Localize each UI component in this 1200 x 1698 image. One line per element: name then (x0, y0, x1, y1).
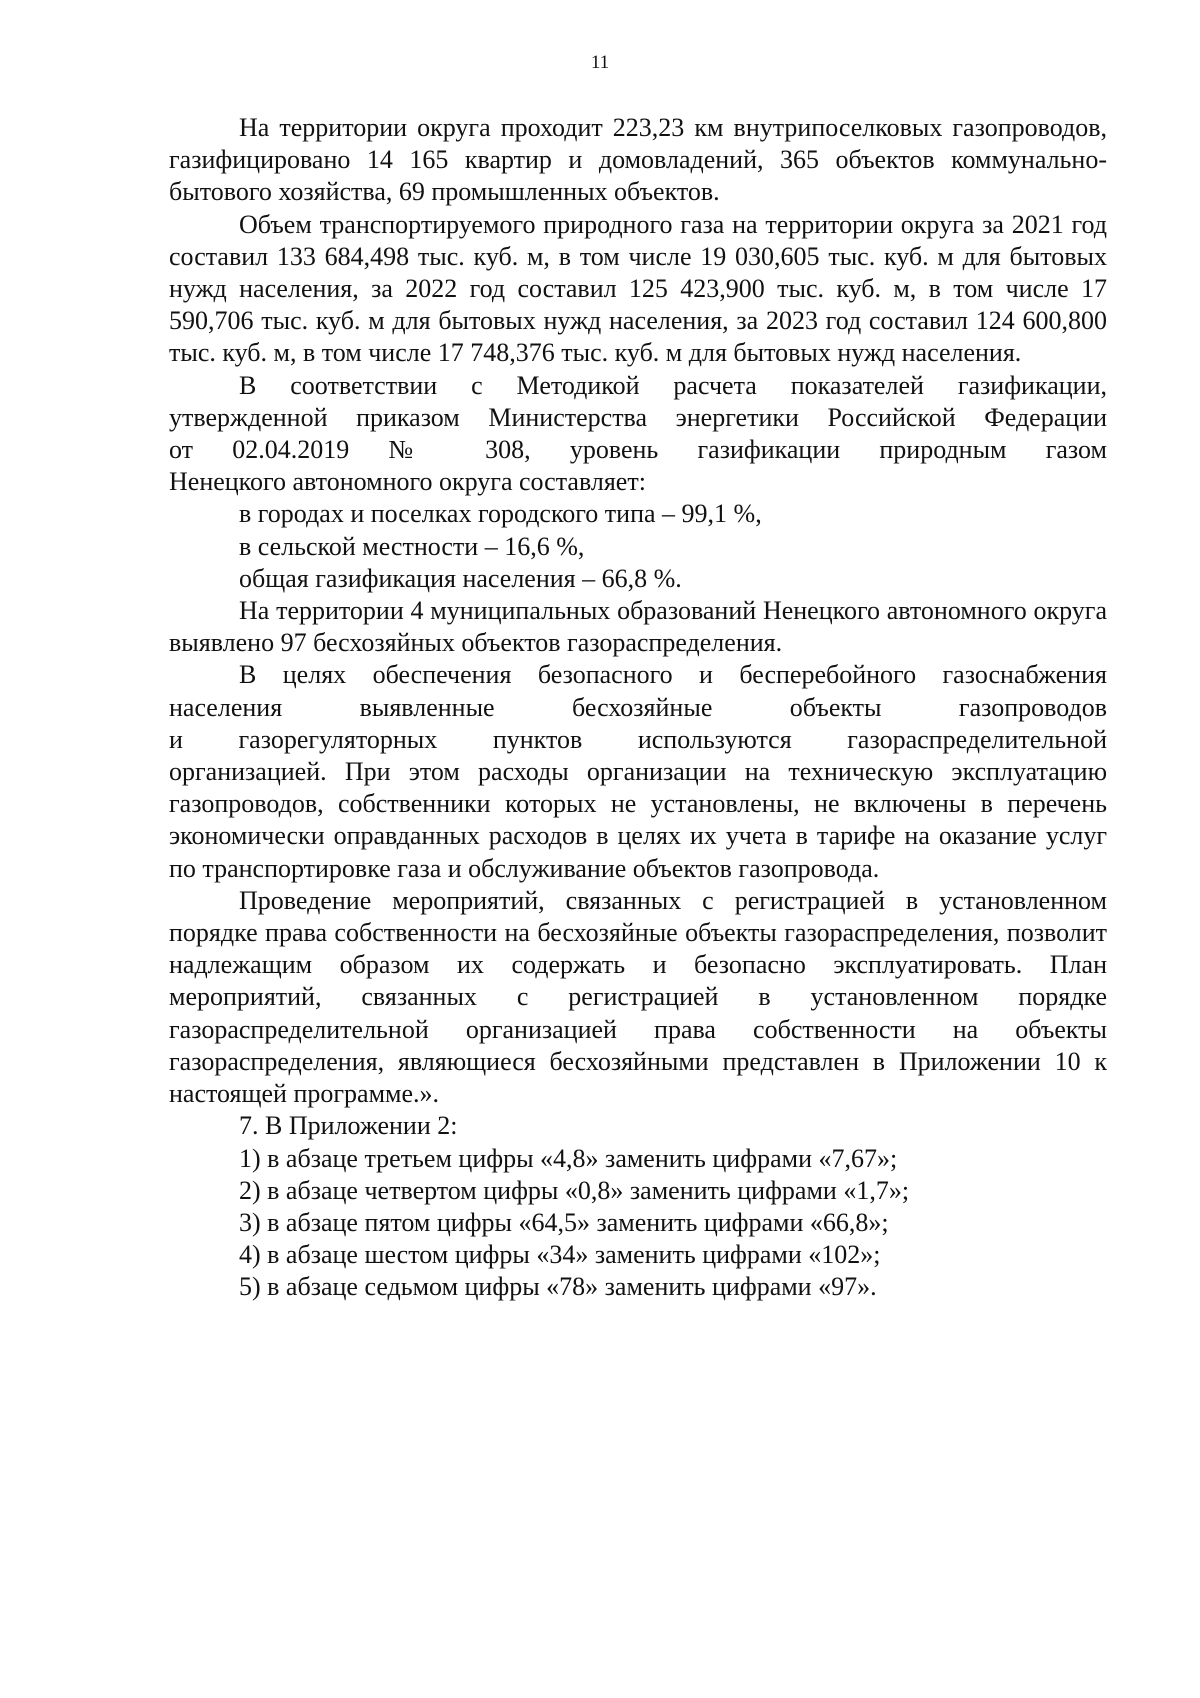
appendix-2-heading: 7. В Приложении 2: (239, 1111, 458, 1141)
amendment-item-2: 2) в абзаце четвертом цифры «0,8» заменить цифрами «1,7»; (239, 1175, 910, 1205)
paragraph-safety (169, 659, 1107, 884)
paragraph-gas-volume: Объем транспортируемого природного газа на территории округа за 2021 год составил 133 684,498 тыс. куб. м, в том числе 19 030,605 тыс. куб. м для бытовых нужд населения, за 2022 год составил 125 423,900 тыс. куб. м, в том числе 17 590,706 тыс. куб. м для бытовых нужд населения, за 2023 год составил 124 600,800 тыс. куб. м, в том числе 17 748,376 тыс. куб. м для бытовых нужд населения. (169, 209, 1107, 368)
safety-line-3: и газорегуляторных пунктов используются газораспределительной (169, 724, 1107, 754)
methodology-line-1: В соответствии с Методикой расчета показателей газификации, (239, 370, 1107, 400)
amendment-item-5: 5) в абзаце седьмом цифры «78» заменить цифрами «97». (239, 1272, 877, 1302)
methodology-line-2: утвержденной приказом Министерства энергетики Российской Федерации (169, 402, 1107, 432)
safety-line-1: В целях обеспечения безопасного и бесперебойного газоснабжения (239, 660, 1107, 690)
paragraph-gas-network: На территории округа проходит 223,23 км внутрипоселковых газопроводов, газифицировано 14 165 квартир и домовладений, 365 объектов коммунально-бытового хозяйства, 69 промышленных объектов. (169, 113, 1107, 207)
amendment-item-1: 1) в абзаце третьем цифры «4,8» заменить цифрами «7,67»; (239, 1143, 898, 1173)
amendment-item-3: 3) в абзаце пятом цифры «64,5» заменить цифрами «66,8»; (239, 1207, 889, 1237)
methodology-line-4: Ненецкого автономного округа составляет: (169, 467, 646, 497)
safety-rest: организацией. При этом расходы организации на техническую эксплуатацию газопроводов, собственники которых не установлены, не включены в перечень экономически оправданных расходов в целях их учета в тарифе на оказание услуг по транспортировке газа и обслуживание объектов газопровода. (169, 757, 1107, 883)
safety-line-2: населения выявленные бесхозяйные объекты газопроводов (169, 692, 1107, 722)
paragraph-methodology (169, 370, 1107, 499)
methodology-line-3: от 02.04.2019 № 308, уровень газификации природным газом (169, 435, 1107, 465)
paragraph-ownerless-objects: На территории 4 муниципальных образований Ненецкого автономного округа выявлено 97 бесхозяйных объектов газораспределения. (169, 596, 1107, 658)
gasification-urban: в городах и поселках городского типа – 99,1 %, (239, 499, 762, 529)
gasification-total: общая газификация населения – 66,8 %. (239, 563, 682, 593)
amendment-item-4: 4) в абзаце шестом цифры «34» заменить цифрами «102»; (239, 1240, 881, 1270)
paragraph-registration: Проведение мероприятий, связанных с регистрацией в установленном порядке права собственности на бесхозяйные объекты газораспределения, позволит надлежащим образом их содержать и безопасно эксплуатировать. План мероприятий, связанных с регистрацией в установленном порядке газораспределительной организацией права собственности на объекты газораспределения, являющиеся бесхозяйными представлен в Приложении 10 к настоящей программе.». (169, 885, 1107, 1109)
page-number: 11 (590, 52, 610, 73)
document-body (169, 112, 1107, 1304)
gasification-rural: в сельской местности – 16,6 %, (239, 531, 585, 561)
